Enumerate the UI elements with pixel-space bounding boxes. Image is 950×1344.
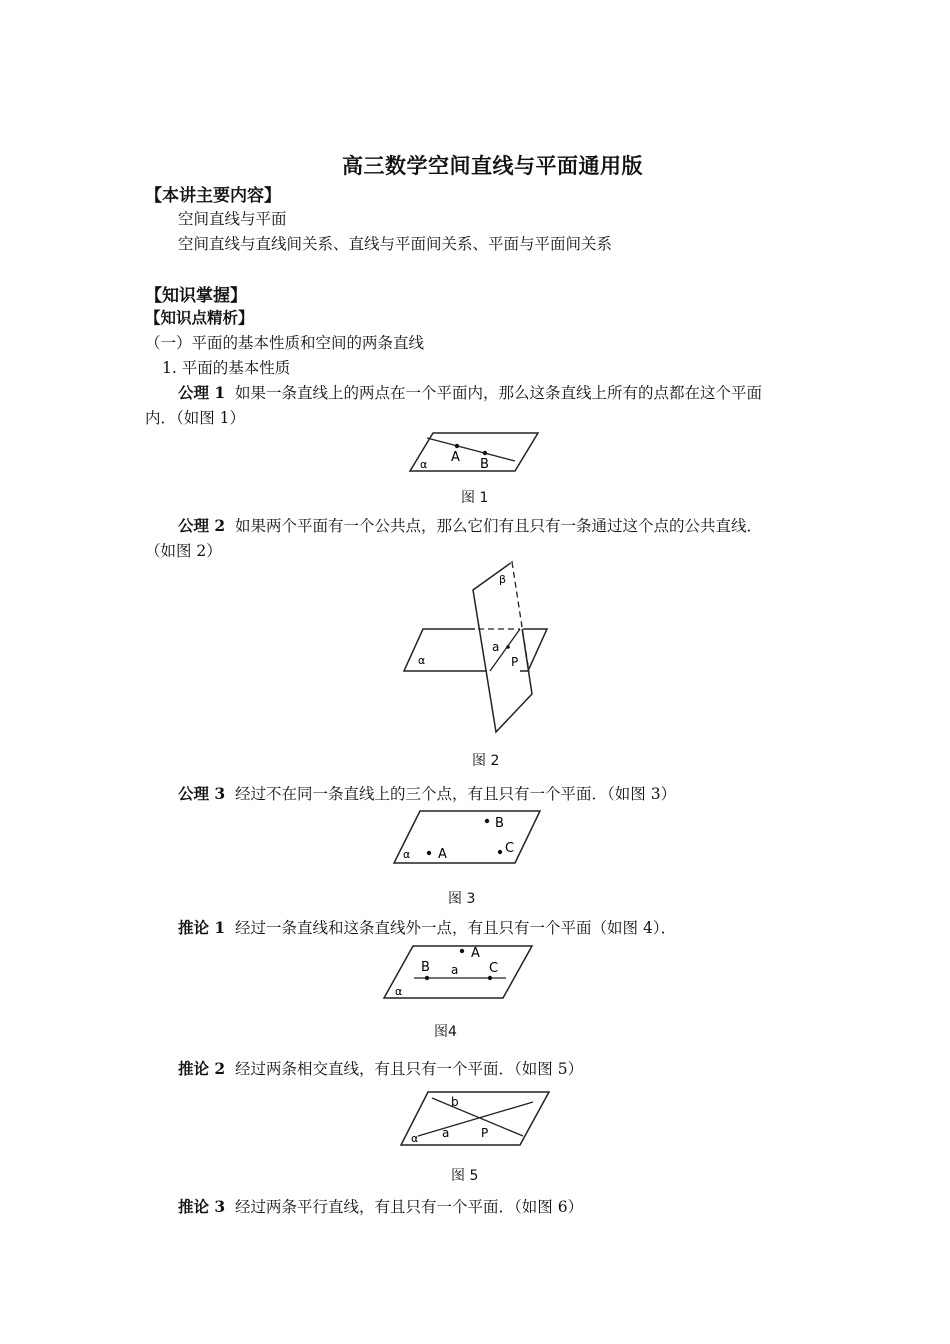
point-a [460, 949, 464, 953]
figure-2 [400, 560, 555, 740]
corollary-3-text: 经过两条平行直线，有且只有一个平面．（如图 6） [235, 1198, 584, 1216]
axiom-3-label: 公理 3 [178, 784, 226, 803]
plane-beta [473, 562, 532, 732]
corollary-1-text: 经过一条直线和这条直线外一点，有且只有一个平面（如图 4）． [235, 919, 677, 937]
subheading-analysis: 【知识点精析】 [145, 308, 254, 327]
axiom-3 [178, 782, 676, 804]
label-c: C [505, 841, 515, 856]
axiom-1-text: 如果一条直线上的两点在一个平面内，那么这条直线上所有的点都在这个平面 [235, 384, 763, 402]
plane-alpha [404, 629, 487, 671]
corollary-3 [178, 1195, 583, 1217]
item-heading: 1. 平面的基本性质 [162, 359, 291, 377]
axiom-2-cont: （如图 2） [145, 542, 222, 560]
corollary-2-text: 经过两条相交直线，有且只有一个平面．（如图 5） [235, 1060, 584, 1078]
label-alpha: α [403, 848, 411, 861]
corollary-1 [178, 916, 676, 938]
label-b: b [451, 1095, 459, 1109]
corollary-1-label: 推论 1 [178, 918, 226, 937]
point-p [506, 645, 510, 649]
figure-1 [405, 428, 545, 478]
part-heading: （一）平面的基本性质和空间的两条直线 [145, 334, 425, 352]
corollary-2 [178, 1057, 583, 1079]
section-heading-main: 【本讲主要内容】 [145, 186, 281, 206]
main-line-1: 空间直线与平面 [178, 210, 287, 228]
label-alpha: α [420, 458, 428, 471]
label-a-line: a [492, 640, 500, 654]
point-b [483, 451, 487, 455]
figure-5 [398, 1088, 553, 1148]
line-ab [427, 438, 515, 461]
axiom-1-label: 公理 1 [178, 383, 226, 402]
label-p: P [511, 655, 519, 669]
axiom-2 [178, 514, 762, 536]
figure-4-caption: 图4 [434, 1024, 457, 1040]
label-alpha: α [418, 654, 426, 667]
label-p: P [481, 1126, 489, 1140]
line-a [418, 1102, 533, 1136]
label-a: A [438, 847, 447, 862]
axiom-1 [178, 381, 762, 403]
axiom-3-text: 经过不在同一条直线上的三个点，有且只有一个平面．（如图 3） [235, 785, 677, 803]
corollary-3-label: 推论 3 [178, 1197, 226, 1216]
figure-4 [380, 942, 535, 1002]
label-alpha: α [411, 1132, 419, 1145]
main-line-2: 空间直线与直线间关系、直线与平面间关系、平面与平面间关系 [178, 235, 613, 253]
point-c [488, 976, 492, 980]
label-alpha: α [395, 985, 403, 998]
point-b [485, 819, 489, 823]
label-a: a [442, 1126, 450, 1140]
label-b: B [480, 457, 489, 472]
label-beta: β [499, 573, 507, 586]
figure-1-caption: 图 1 [461, 490, 489, 506]
figure-3 [390, 806, 545, 868]
label-c: C [489, 961, 499, 976]
label-b: B [495, 816, 504, 831]
section-heading-knowledge: 【知识掌握】 [145, 286, 247, 306]
figure-5-caption: 图 5 [451, 1168, 479, 1184]
label-b: B [421, 960, 430, 975]
figure-2-caption: 图 2 [472, 753, 500, 769]
label-a-point: A [471, 946, 480, 961]
label-a-line: a [451, 963, 459, 977]
axiom-1-cont: 内．（如图 1） [145, 409, 246, 427]
point-a [455, 444, 459, 448]
figure-3-caption: 图 3 [448, 891, 476, 907]
corollary-2-label: 推论 2 [178, 1059, 226, 1078]
point-c [498, 850, 502, 854]
axiom-2-label: 公理 2 [178, 516, 226, 535]
point-b [425, 976, 429, 980]
page-title: 高三数学空间直线与平面通用版 [342, 153, 643, 178]
axiom-2-text: 如果两个平面有一个公共点，那么它们有且只有一条通过这个点的公共直线． [235, 517, 763, 535]
plane-alpha [394, 811, 540, 863]
point-a [427, 851, 431, 855]
label-a: A [451, 450, 460, 465]
